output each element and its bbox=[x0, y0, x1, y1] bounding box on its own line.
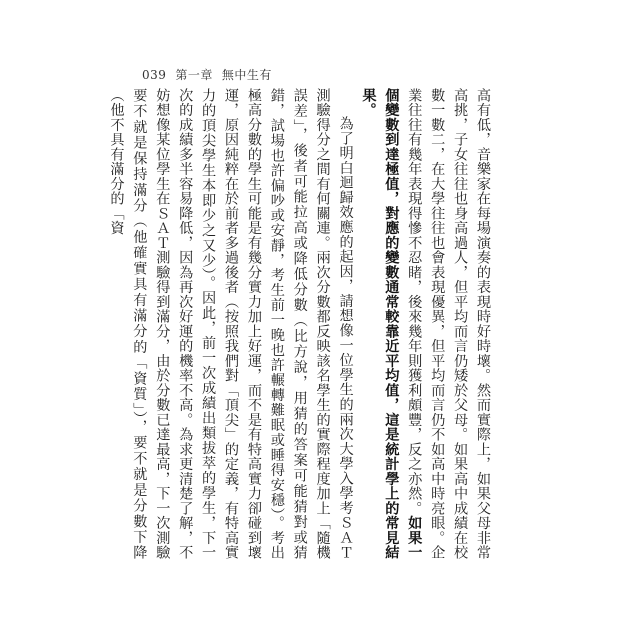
chapter-title: 無中生有 bbox=[221, 68, 272, 82]
body-text bbox=[108, 88, 494, 560]
paragraph-regression: 為了明白迴歸效應的起因，請想像一位學生的兩次大學入學考ＳＡＴ測驗得分之間有何關連。兩次分數都反映該名學生的實際程度加上「隨機誤差」，後者可能拉高或降低分數（比方說，用猜的答案可能猜對或猜錯，試場也許偏吵或安靜，考生前一晚也許輾轉難眠或睡得安穩）。考出極高分數的學生可能是有幾分實力加上好運，而不是有特高實力卻碰到壞運，原因純粹在於前者多過後者（按照我們對「頂尖」的定義，有特高實力的頂尖學生本即少之又少）。因此，前一次成績出類拔萃的學生，下一次的成績多半容易降低，因為再次好運的機率不高。為求更清楚了解，不妨想像某位學生在ＳＡＴ測驗得到滿分，由於分數已達最高，下一次測驗要不就是保持滿分（他確實具有滿分的「資質」），要不就是分數下降（他不具有滿分的「資 bbox=[108, 88, 354, 560]
paragraph-continued bbox=[357, 88, 494, 560]
page-number: 039 bbox=[142, 68, 167, 82]
running-head bbox=[142, 66, 281, 83]
chapter-number: 第一章 bbox=[175, 68, 213, 82]
paragraph-text: 高有低，音樂家在每場演奏的表現時好時壞。然而實際上，如果父母非常高挑，子女往往也身高過人，但平均而言仍矮於父母。如果高中成績在校數一數二，在大學往往也會表現優異，但平均而言仍不如高中時亮眼。企業往往有幾年表現得慘不忍睹，後來幾年則獲利頗豐，反之亦然。 bbox=[406, 88, 491, 560]
emphasized-sentence: 如果一個變數到達極值，對應的變數通常較靠近平均值，這是統計學上的常見結果。 bbox=[360, 88, 423, 560]
